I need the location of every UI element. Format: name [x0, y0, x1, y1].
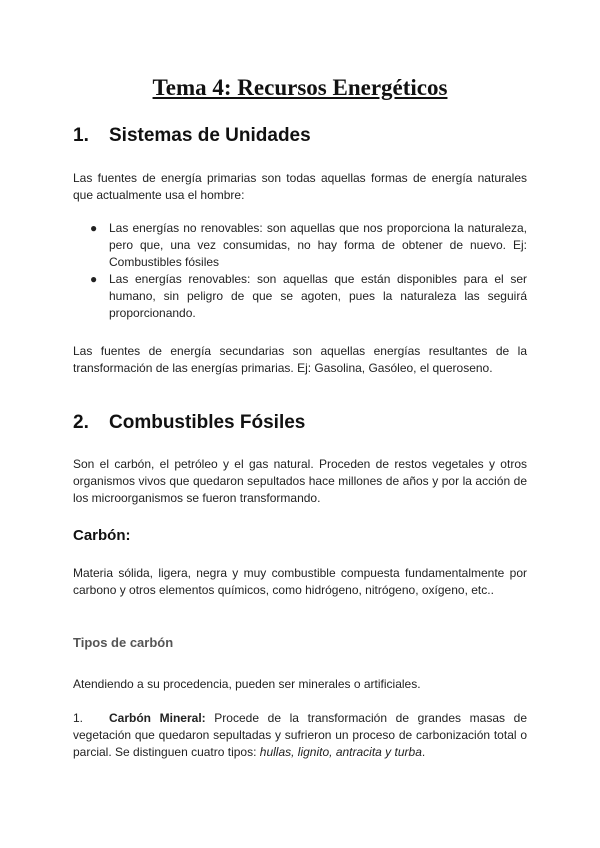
list-item	[73, 220, 527, 271]
carbon-types-heading: Tipos de carbón	[73, 635, 174, 650]
carbon-description: Materia sólida, ligera, negra y muy combustible compuesta fundamentalmente por carbono y otros elementos químicos, como hidrógeno, nitrógeno, oxígeno, etc..	[73, 566, 527, 597]
bullet-icon: ●	[90, 221, 98, 235]
carbon-mineral-item	[73, 710, 527, 761]
section-2-title: Combustibles Fósiles	[109, 412, 306, 433]
list-item-text: Las energías no renovables: son aquellas que nos proporciona la naturaleza, pero que, una vez consumidas, no hay forma de obtener de nuevo. Ej: Combustibles fósiles	[109, 221, 527, 269]
section-2-heading	[73, 412, 305, 434]
section-1-title: Sistemas de Unidades	[109, 125, 311, 146]
item-text: Procede de la transformación de grandes masas de vegetación que quedaron sepultadas y sufrieron un proceso de carbonización total o parcial. Se distinguen cuatro tipos:	[73, 711, 527, 759]
page-title: Tema 4: Recursos Energéticos	[152, 75, 448, 100]
list-item	[73, 271, 527, 322]
section-1-number: 1.	[73, 125, 89, 146]
section-2-number: 2.	[73, 412, 89, 433]
section-1-intro: Las fuentes de energía primarias son todas aquellas formas de energía naturales que actualmente usa el hombre:	[73, 171, 527, 202]
secondary-sources-paragraph: Las fuentes de energía secundarias son aquellas energías resultantes de la transformación de las energías primarias. Ej: Gasolina, Gasóleo, el queroseno.	[73, 344, 527, 375]
section-2-intro: Son el carbón, el petróleo y el gas natural. Proceden de restos vegetales y otros organismos vivos que quedaron sepultados hace millones de años y por la acción de los microorganismos se fueron transformando.	[73, 457, 527, 505]
item-number: 1.	[73, 711, 84, 725]
bullet-icon: ●	[90, 272, 98, 286]
energy-types-list	[73, 220, 527, 322]
section-1-heading	[73, 125, 311, 147]
list-item-text: Las energías renovables: son aquellas que están disponibles para el ser humano, sin peligro de que se agoten, pues la naturaleza las seguirá proporcionando.	[109, 272, 527, 320]
item-types-italic: hullas, lignito, antracita y turba	[259, 745, 422, 759]
carbon-heading: Carbón:	[73, 527, 131, 544]
item-end: .	[421, 745, 426, 759]
item-label: Carbón Mineral:	[109, 711, 206, 725]
carbon-types-intro: Atendiendo a su procedencia, pueden ser minerales o artificiales.	[73, 677, 421, 691]
